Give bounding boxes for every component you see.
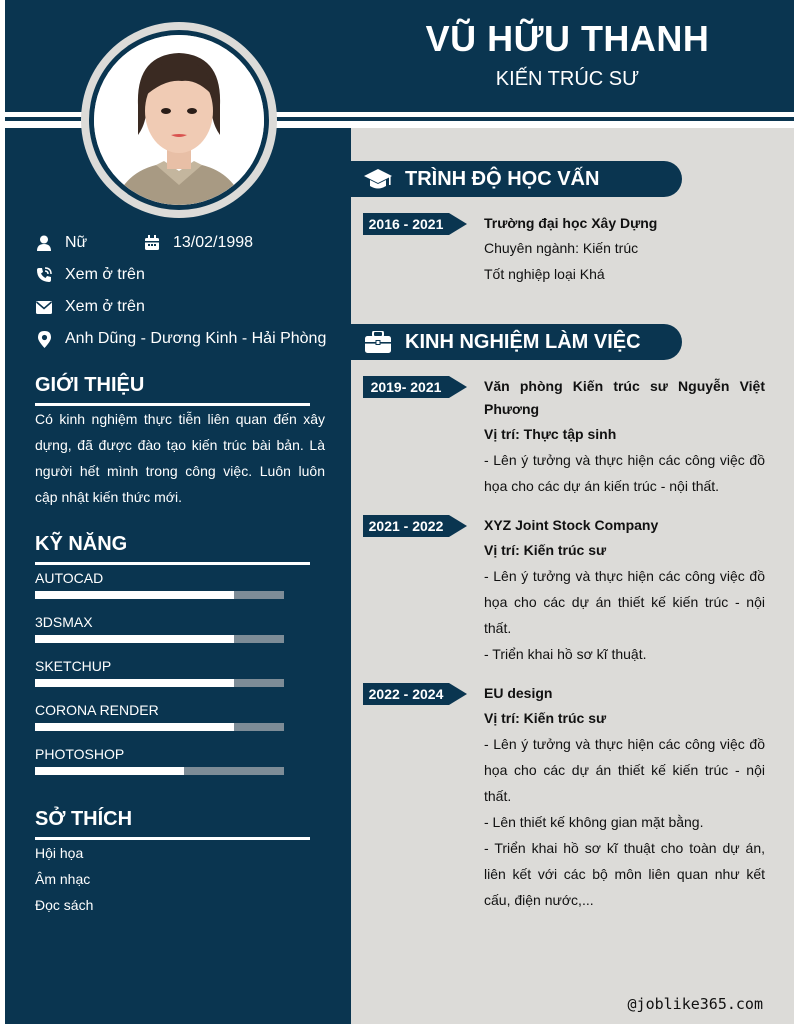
address-row bbox=[35, 330, 326, 348]
skill-label: CORONA RENDER bbox=[35, 702, 159, 718]
intro-text: Có kinh nghiệm thực tiễn liên quan đến xây dựng, đã được đào tạo kiến trúc bài bản. Là người hết mình trong công việc. Luôn luôn cập nhật kiến thức mới. bbox=[35, 411, 325, 505]
location-pin-icon bbox=[35, 330, 53, 348]
task: - Lên ý tưởng và thực hiện các công việc đồ họa cho các dự án thiết kế kiến trúc - nội thất. bbox=[484, 736, 765, 804]
phone-value: Xem ở trên bbox=[65, 266, 145, 283]
date-label: 2019- 2021 bbox=[363, 376, 449, 398]
email-row bbox=[35, 298, 145, 316]
skill-fill bbox=[35, 635, 234, 643]
education-entry bbox=[484, 212, 765, 287]
skills-heading: KỸ NĂNG bbox=[35, 533, 128, 555]
avatar-illustration bbox=[94, 35, 264, 205]
date-label: 2022 - 2024 bbox=[363, 683, 449, 705]
briefcase-icon bbox=[351, 331, 405, 353]
skill-fill bbox=[35, 767, 184, 775]
education-heading: TRÌNH ĐỘ HỌC VẤN bbox=[405, 167, 600, 190]
hobbies-underline bbox=[35, 837, 310, 840]
date-tag bbox=[363, 376, 467, 398]
role: Vị trí: Thực tập sinh bbox=[484, 426, 617, 442]
dob-value: 13/02/1998 bbox=[173, 234, 254, 251]
education-heading-bar bbox=[351, 161, 682, 197]
gender-row bbox=[35, 234, 87, 252]
email-value: Xem ở trên bbox=[65, 298, 145, 315]
date-label: 2021 - 2022 bbox=[363, 515, 449, 537]
skill-fill bbox=[35, 679, 234, 687]
skill-fill bbox=[35, 591, 234, 599]
graduation-cap-icon bbox=[351, 167, 405, 191]
skill-label: SKETCHUP bbox=[35, 658, 112, 674]
task: - Triển khai hồ sơ kĩ thuật cho toàn dự án, liên kết với các bộ môn liên quan như kết cấu, điện nước,... bbox=[484, 840, 765, 908]
task: - Triển khai hồ sơ kĩ thuật. bbox=[484, 646, 647, 662]
experience-heading: KINH NGHIỆM LÀM VIỆC bbox=[405, 330, 641, 353]
skill-bar bbox=[35, 679, 284, 687]
company-name: XYZ Joint Stock Company bbox=[484, 517, 659, 533]
watermark: @joblike365.com bbox=[627, 995, 763, 1013]
phone-row bbox=[35, 266, 145, 284]
major: Chuyên ngành: Kiến trúc bbox=[484, 240, 639, 256]
role: Vị trí: Kiến trúc sư bbox=[484, 710, 607, 726]
profile-photo bbox=[94, 35, 264, 205]
gender-value: Nữ bbox=[65, 234, 88, 251]
task: - Lên thiết kế không gian mặt bằng. bbox=[484, 814, 704, 830]
skill-bar bbox=[35, 591, 284, 599]
date-tag bbox=[363, 213, 467, 235]
company-name: EU design bbox=[484, 685, 553, 701]
hobby-item: Đọc sách bbox=[35, 897, 94, 913]
intro-heading: GIỚI THIỆU bbox=[35, 374, 145, 396]
task: - Lên ý tưởng và thực hiện các công việc đồ họa cho các dự án thiết kế kiến trúc - nội thất. bbox=[484, 568, 765, 636]
skill-label: AUTOCAD bbox=[35, 570, 104, 586]
date-tag bbox=[363, 683, 467, 705]
calendar-icon bbox=[143, 234, 161, 252]
skill-label: PHOTOSHOP bbox=[35, 746, 125, 762]
user-icon bbox=[35, 234, 53, 252]
skill-bar bbox=[35, 635, 284, 643]
dob-row bbox=[143, 234, 253, 252]
hobby-item: Âm nhạc bbox=[35, 871, 91, 887]
date-label: 2016 - 2021 bbox=[363, 213, 449, 235]
skill-bar bbox=[35, 767, 284, 775]
school-name: Trường đại học Xây Dựng bbox=[484, 215, 658, 231]
role: Vị trí: Kiến trúc sư bbox=[484, 542, 607, 558]
hobby-item: Hội họa bbox=[35, 845, 84, 861]
experience-heading-bar bbox=[351, 324, 682, 360]
phone-icon bbox=[35, 266, 53, 284]
company-name: Văn phòng Kiến trúc sư Nguyễn Việt Phương bbox=[484, 378, 765, 417]
grade: Tốt nghiệp loại Khá bbox=[484, 266, 605, 282]
skill-fill bbox=[35, 723, 234, 731]
skill-bar bbox=[35, 723, 284, 731]
skills-underline bbox=[35, 562, 310, 565]
hobbies-heading: SỞ THÍCH bbox=[35, 808, 133, 830]
address-value: Anh Dũng - Dương Kinh - Hải Phòng bbox=[65, 330, 327, 347]
experience-entry bbox=[484, 375, 765, 499]
experience-entry bbox=[484, 514, 765, 667]
date-tag bbox=[363, 515, 467, 537]
page-edge bbox=[0, 0, 5, 1024]
envelope-icon bbox=[35, 298, 53, 316]
candidate-name: VŨ HỮU THANH bbox=[425, 18, 710, 59]
candidate-title: KIẾN TRÚC SƯ bbox=[495, 68, 640, 90]
skill-label: 3DSMAX bbox=[35, 614, 93, 630]
experience-entry bbox=[484, 682, 765, 913]
task: - Lên ý tưởng và thực hiện các công việc đồ họa cho các dự án kiến trúc - nội thất. bbox=[484, 452, 765, 494]
